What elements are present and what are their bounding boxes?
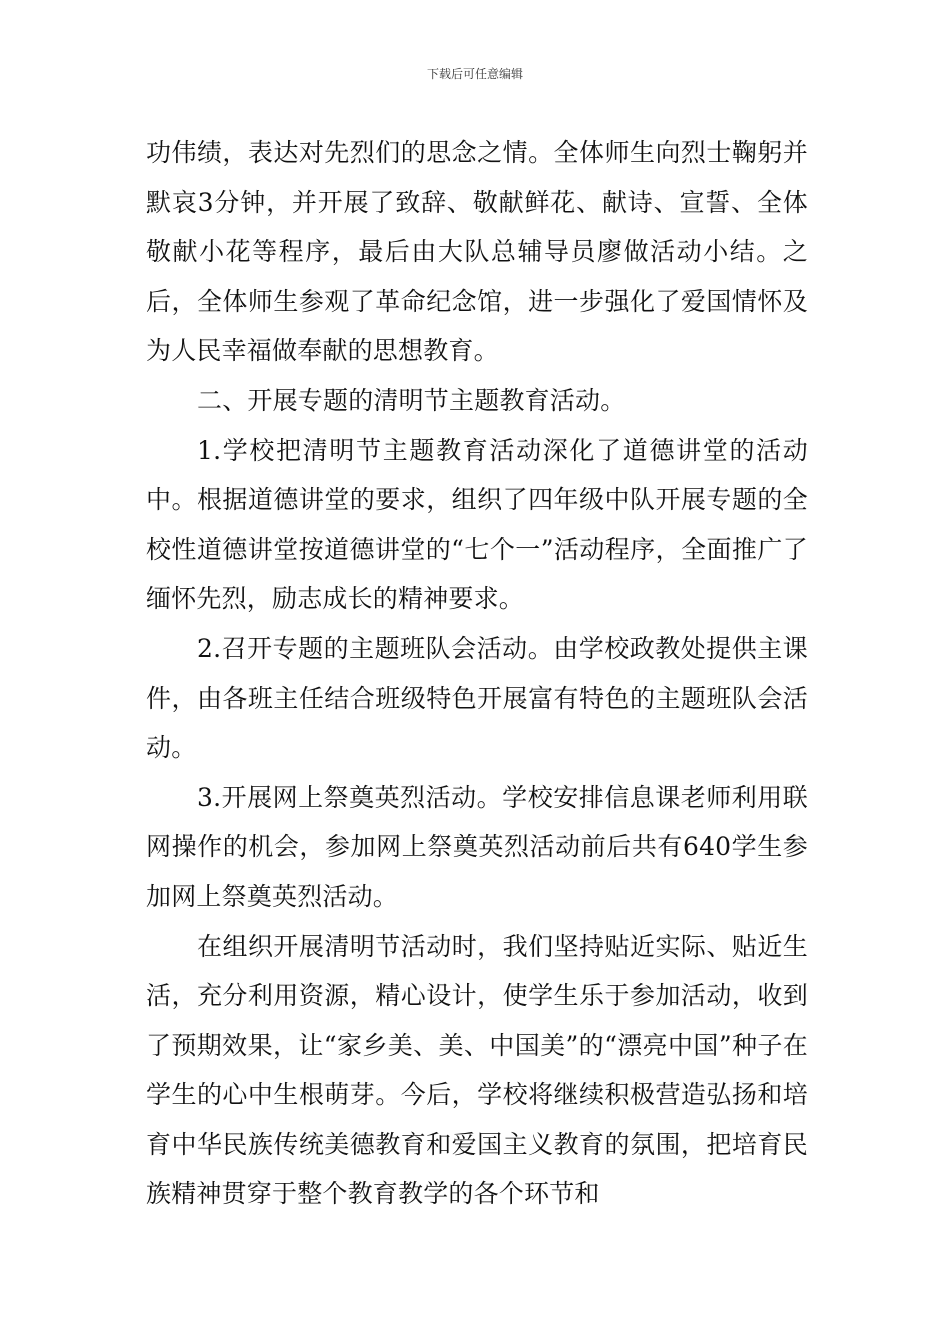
paragraph-item-1: 1.学校把清明节主题教育活动深化了道德讲堂的活动中。根据道德讲堂的要求，组织了四年级中队开展专题的全校性道德讲堂按道德讲堂的“七个一”活动程序，全面推广了缅怀先烈，励志成长的精神要求。 [146,435,808,614]
paragraph-item-2: 2.召开专题的主题班队会活动。由学校政教处提供主课件，由各班主任结合班级特色开展富有特色的主题班队会活动。 [146,633,808,763]
paragraph-item-3: 3.开展网上祭奠英烈活动。学校安排信息课老师利用联网操作的机会，参加网上祭奠英烈活动前后共有640学生参加网上祭奠英烈活动。 [146,782,808,911]
page-header-note: 下载后可任意编辑 [426,67,523,81]
paragraph-conclusion: 在组织开展清明节活动时，我们坚持贴近实际、贴近生活，充分利用资源，精心设计，使学生乐于参加活动，收到了预期效果，让“家乡美、美、中国美”的“漂亮中国”种子在学生的心中生根萌芽。今后，学校将继续积极营造弘扬和培育中华民族传统美德教育和爱国主义教育的氛围，把培育民族精神贯穿于整个教育教学的各个环节和 [146,931,808,1209]
paragraph-continuation: 功伟绩，表达对先烈们的思念之情。全体师生向烈士鞠躬并默哀3分钟，并开展了致辞、敬献鲜花、献诗、宣誓、全体敬献小花等程序，最后由大队总辅导员廖做活动小结。之后，全体师生参观了革命纪念馆，进一步强化了爱国情怀及为人民幸福做奉献的思想教育。 [146,138,808,366]
section-heading: 二、开展专题的清明节主题教育活动。 [197,385,626,415]
document-body [146,128,808,1219]
